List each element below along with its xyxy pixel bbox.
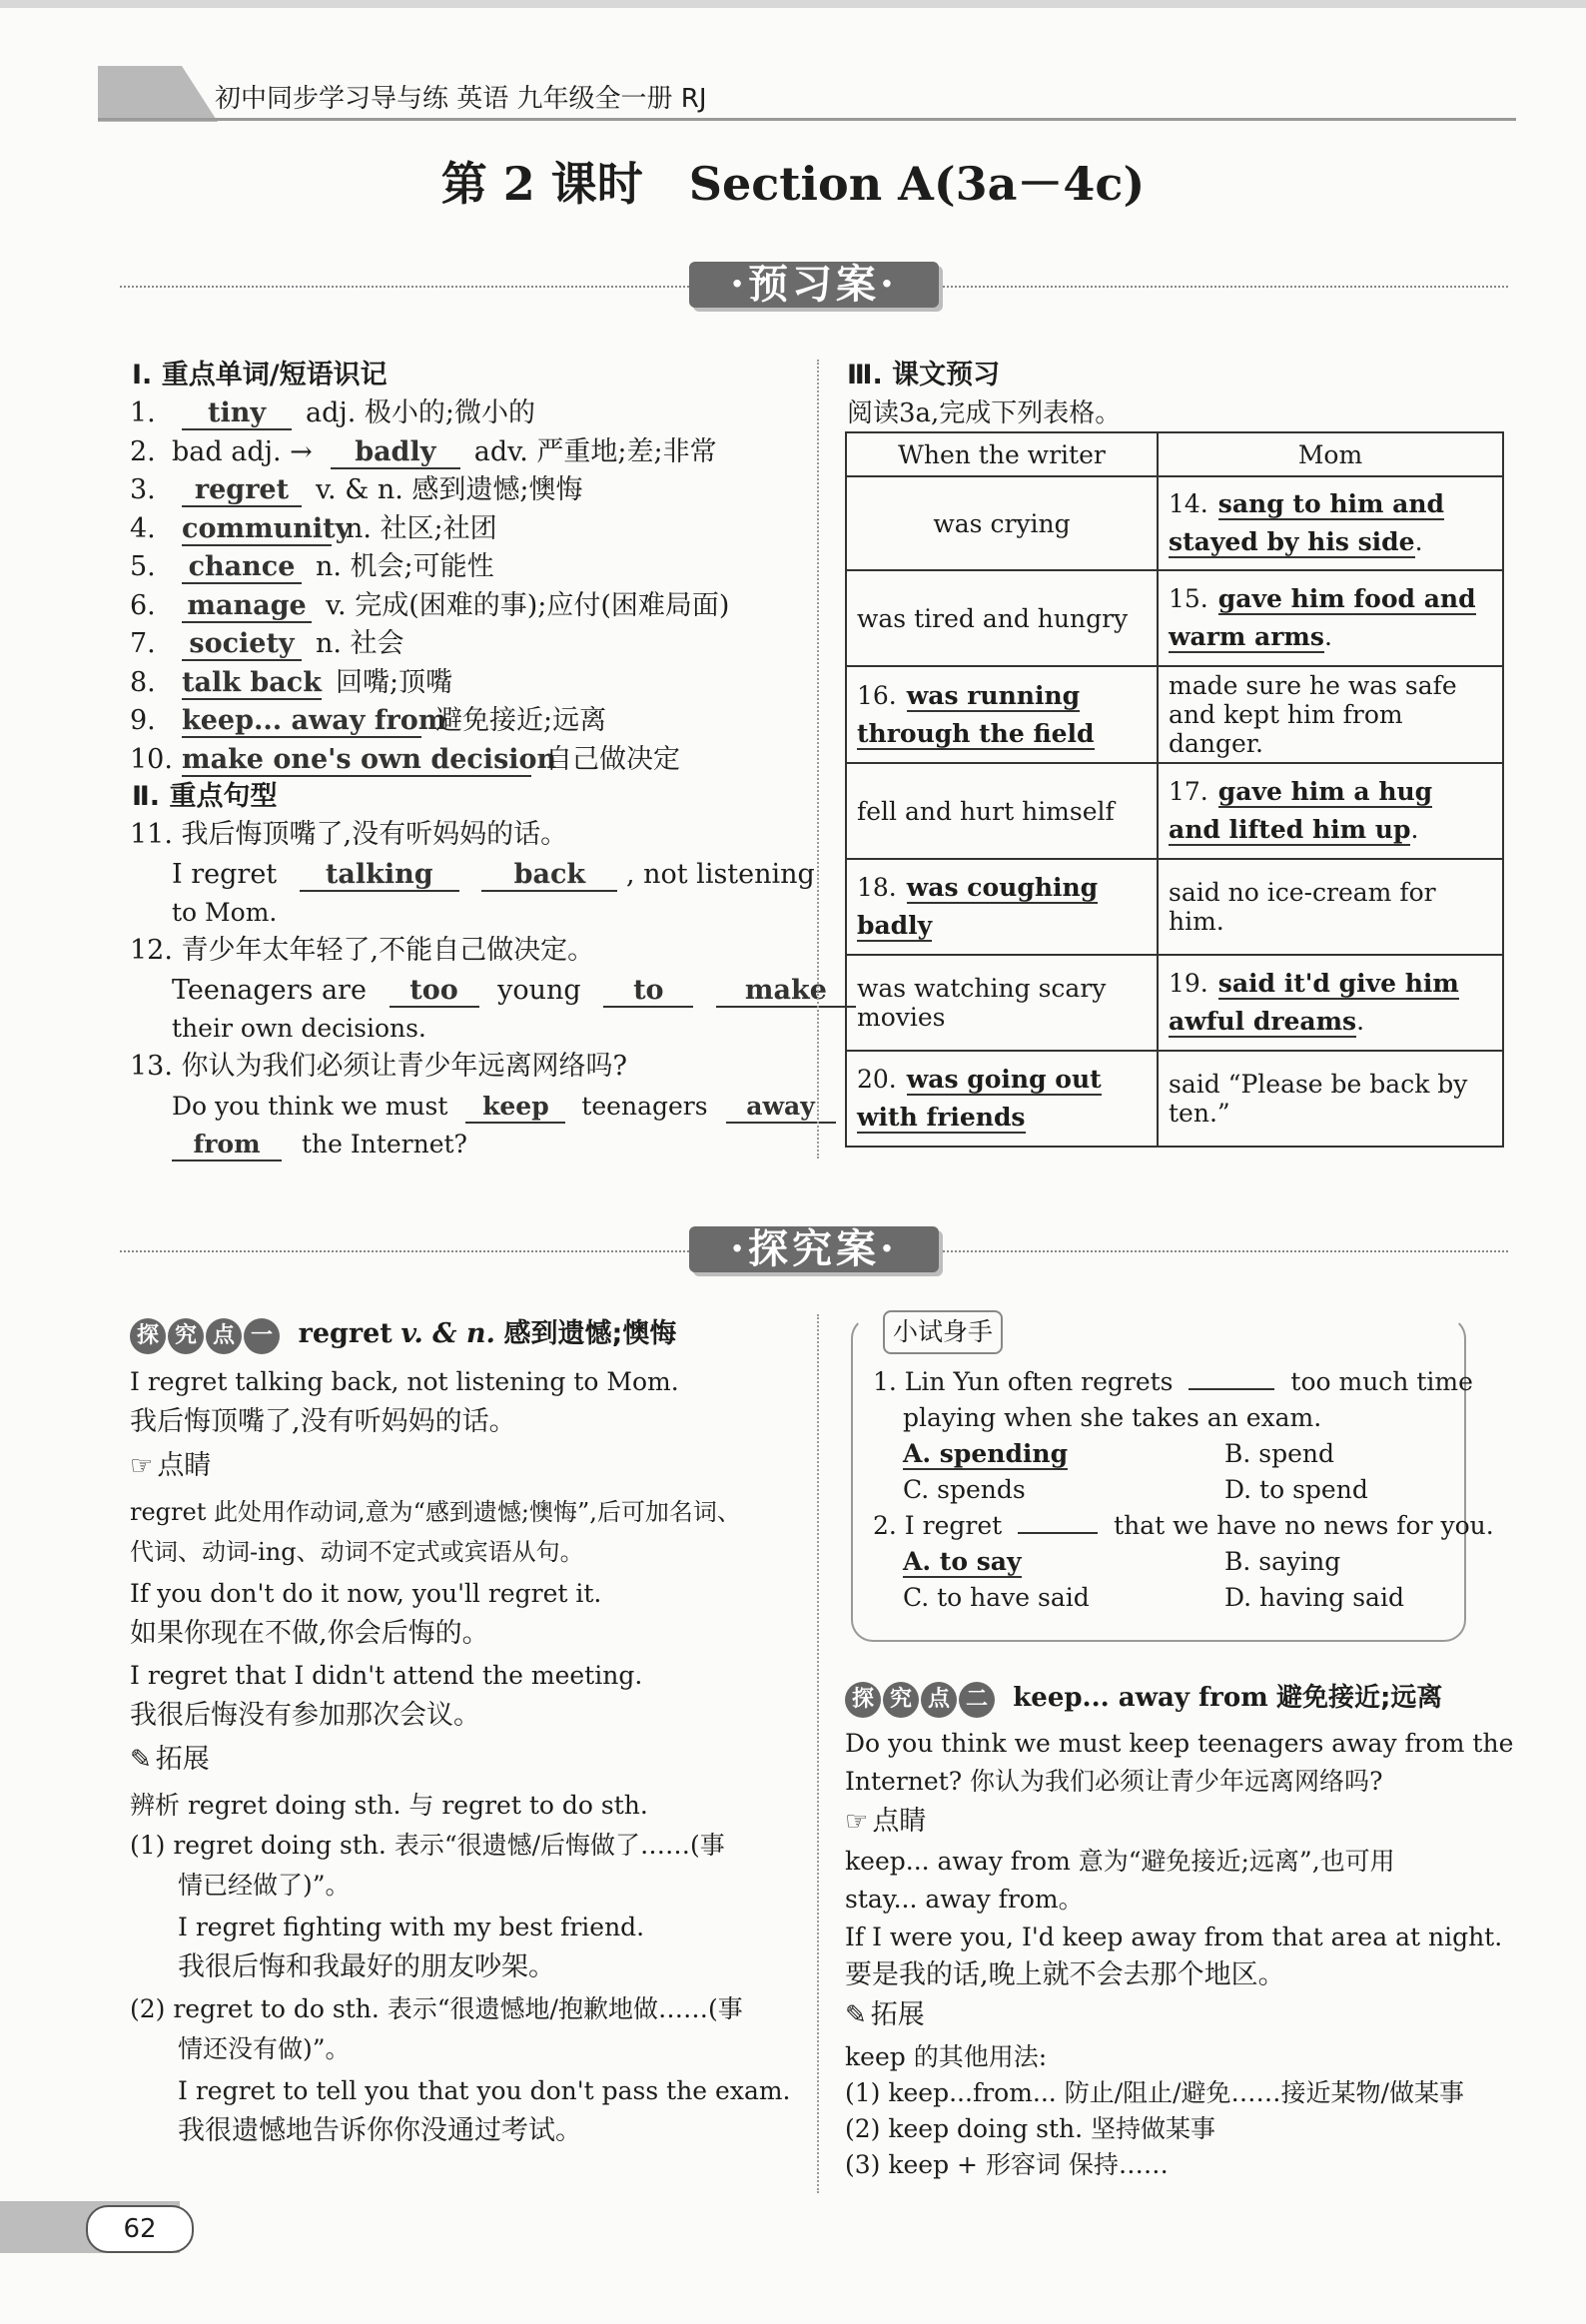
right-answer-cell [1158, 763, 1503, 859]
explore2-s1-cn: 要是我的话,晚上就不会去那个地区。 [845, 1959, 1285, 1990]
q13-mid: teenagers [581, 1092, 708, 1121]
try-q2-blank [1018, 1532, 1098, 1534]
table-row [846, 955, 1503, 1051]
part2-heading: Ⅱ. 重点句型 [132, 781, 278, 812]
book-title: 初中同步学习导与练 英语 九年级全一册 RJ [215, 84, 707, 114]
practice-label: 小试身手 [883, 1310, 1003, 1354]
explore2-tip1: keep... away from 意为“避免接近;远离”,也可用 [845, 1847, 1395, 1876]
explore2-cn: 避免接近;远离 [1276, 1683, 1443, 1713]
option-a-answer: A. to say [903, 1547, 1022, 1576]
left-cell: was watching scary movies [846, 955, 1158, 1051]
vocab-answer: badly [331, 437, 460, 469]
vocab-item [130, 703, 606, 739]
explore1-heading [130, 1316, 676, 1354]
q12-answer-1: too [390, 976, 479, 1008]
lesson-title: 第 2 课时 Section A(3a－4c) [440, 157, 1146, 211]
table-row [846, 763, 1503, 859]
q13-en [172, 1089, 836, 1125]
part3-heading: Ⅲ. 课文预习 [847, 360, 1001, 390]
try-q2-opt-d: D. having said [1224, 1583, 1404, 1612]
explore1-cn: 感到遗憾;懊悔 [503, 1318, 677, 1349]
row-answer: was running through the field [857, 680, 1095, 748]
explore2-s1-en: If I were you, I'd keep away from that area at night. [845, 1923, 1503, 1951]
explore1-e1-cn: 我很后悔和我最好的朋友吵架。 [178, 1951, 555, 1982]
explore1-ext-label [130, 1742, 210, 1778]
vocab-answer: community [182, 512, 352, 544]
text-preview-table [845, 431, 1504, 1148]
explore1-s1-en: If you don't do it now, you'll regret it. [130, 1579, 602, 1608]
vocab-number: 5. [130, 551, 156, 582]
q11-answer-1: talking [300, 860, 459, 892]
row-number: 17. [1169, 777, 1208, 806]
q11-post: , not listening [625, 859, 815, 890]
try-q2-stem2: that we have no news for you. [1114, 1511, 1494, 1540]
vocab-answer: tiny [182, 398, 292, 430]
ext-label: 拓展 [870, 1999, 925, 2030]
explore1-tip1: regret 此处用作动词,意为“感到遗憾;懊悔”,后可加名词、 [130, 1498, 741, 1526]
try-q2 [873, 1508, 1494, 1544]
explore-badge: ·探究案· [689, 1226, 939, 1272]
vocab-answer: make one's own decision [182, 743, 557, 775]
q11-pre: I regret [172, 859, 278, 890]
q11-cn: 11. 我后悔顶嘴了,没有听妈妈的话。 [130, 819, 568, 850]
row-answer: said it'd give him awful dreams [1169, 969, 1459, 1036]
badge-char: 二 [959, 1682, 995, 1718]
badge-char: 点 [921, 1682, 957, 1718]
left-cell: was tired and hungry [846, 570, 1158, 666]
row-answer: gave him food and warm arms [1169, 584, 1476, 651]
row-end: . [1323, 622, 1332, 651]
try-q2-opt-b: B. saying [1224, 1547, 1341, 1576]
explore2-ex-en2: Internet? 你认为我们必须让青少年远离网络吗? [845, 1767, 1383, 1796]
vocab-answer: society [182, 629, 302, 661]
header-rule [98, 118, 1516, 121]
vocab-answer: manage [182, 591, 312, 623]
explore1-tip2: 代词、动词-ing、动词不定式或宾语从句。 [130, 1538, 584, 1566]
vocab-item [130, 434, 717, 470]
q12-answer-3: make [716, 976, 856, 1008]
try-q1 [873, 1364, 1473, 1400]
q11-en [172, 857, 815, 893]
table-row [846, 859, 1503, 955]
col-header-writer: When the writer [846, 432, 1158, 476]
right-answer-cell [1158, 476, 1503, 570]
left-cell: was crying [846, 476, 1158, 570]
vocab-item [130, 511, 497, 547]
q13-answer-3: from [172, 1130, 282, 1162]
explore2-topic: keep... away from [1013, 1683, 1268, 1713]
q12-mid: young [497, 975, 581, 1006]
part1-heading: Ⅰ. 重点单词/短语识记 [132, 360, 388, 390]
explore1-e1a: (1) regret doing sth. 表示“很遗憾/后悔做了……(事 [130, 1831, 725, 1860]
vocab-item [130, 588, 729, 624]
column-divider-2 [817, 1314, 819, 2193]
row-number: 19. [1169, 969, 1208, 998]
vocab-prefix: bad adj. → [172, 435, 313, 467]
q12-en [172, 973, 856, 1009]
vocab-number: 9. [130, 705, 156, 736]
explore1-e2b: 情还没有做)”。 [178, 2034, 351, 2063]
try-q2-stem: 2. I regret [873, 1511, 1003, 1540]
vocab-meaning: 自己做决定 [545, 743, 680, 775]
explore2-ex-en1: Do you think we must keep teenagers away from the [845, 1729, 1514, 1758]
try-q1-stem2: too much time [1290, 1367, 1473, 1396]
tip-hand-icon: ☞ [130, 1451, 154, 1481]
explore2-u1: (1) keep...from... 防止/阻止/避免……接近某物/做某事 [845, 2078, 1464, 2107]
badge-char: 究 [883, 1682, 919, 1718]
row-answer: gave him a hug and lifted him up [1169, 777, 1433, 844]
q12-answer-2: to [603, 976, 693, 1008]
badge-char: 究 [168, 1318, 204, 1354]
try-q1-stem: 1. Lin Yun often regrets [873, 1367, 1174, 1396]
vocab-meaning: n. 机会;可能性 [316, 551, 494, 582]
vocab-item [130, 742, 680, 778]
preview-badge: ·预习案· [689, 262, 939, 308]
vocab-item [130, 549, 494, 585]
explore1-e2a: (2) regret to do sth. 表示“很遗憾地/抱歉地做……(事 [130, 1994, 743, 2023]
row-end: . [1414, 527, 1423, 556]
left-answer-cell [846, 666, 1158, 763]
try-q1-opt-d: D. to spend [1224, 1475, 1368, 1504]
row-end: . [1356, 1007, 1365, 1036]
q13-answer-2: away [726, 1092, 836, 1124]
ext-label: 拓展 [155, 1744, 210, 1775]
vocab-answer: keep... away from [182, 705, 447, 736]
try-q1-opt-a [903, 1436, 1068, 1472]
col-header-mom: Mom [1158, 432, 1503, 476]
vocab-number: 3. [130, 474, 156, 505]
row-number: 15. [1169, 584, 1208, 613]
page-number: 62 [86, 2205, 194, 2253]
explore1-s2-cn: 我很后悔没有参加那次会议。 [130, 1700, 480, 1731]
explore1-ext-intro: 辨析 regret doing sth. 与 regret to do sth. [130, 1791, 648, 1820]
table-row [846, 666, 1503, 763]
vocab-meaning: n. 社会 [316, 628, 404, 659]
q12-cn: 12. 青少年太年轻了,不能自己做决定。 [130, 935, 595, 966]
part3-instruction: 阅读3a,完成下列表格。 [847, 398, 1122, 428]
vocab-meaning: v. & n. 感到遗憾;懊悔 [316, 474, 583, 505]
table-row [846, 1051, 1503, 1147]
explore1-s2-en: I regret that I didn't attend the meeting. [130, 1661, 643, 1690]
right-cell: said “Please be back by ten.” [1158, 1051, 1503, 1147]
badge-char: 探 [130, 1318, 166, 1354]
left-answer-cell [846, 1051, 1158, 1147]
vocab-meaning: 避免接近;远离 [435, 705, 607, 736]
tip-label: 点睛 [157, 1450, 212, 1481]
vocab-number: 10. [130, 743, 173, 775]
q13-line2 [172, 1127, 467, 1162]
row-end: . [1410, 815, 1419, 844]
q11-answer-2: back [481, 860, 617, 892]
row-answer: sang to him and stayed by his side [1169, 489, 1445, 556]
right-cell: said no ice-cream for him. [1158, 859, 1503, 955]
q13-answer-1: keep [465, 1092, 565, 1124]
vocab-item [130, 665, 452, 701]
pencil-note-icon: ✎ [130, 1745, 152, 1775]
left-answer-cell [846, 859, 1158, 955]
vocab-number: 2. [130, 435, 156, 467]
explore2-ext-label [845, 1997, 925, 2033]
q12-post2: their own decisions. [172, 1014, 426, 1043]
table-row [846, 570, 1503, 666]
vocab-item [130, 626, 404, 662]
vocab-item [130, 472, 582, 508]
right-answer-cell [1158, 570, 1503, 666]
explore1-tip-label [130, 1448, 211, 1484]
right-answer-cell [1158, 955, 1503, 1051]
option-a-answer: A. spending [903, 1439, 1069, 1468]
badge-char: 探 [845, 1682, 881, 1718]
vocab-meaning: adv. 严重地;差;非常 [473, 435, 717, 467]
row-number: 20. [857, 1065, 897, 1094]
explore1-topic: regret [298, 1318, 393, 1349]
explore1-s1-cn: 如果你现在不做,你会后悔的。 [130, 1618, 489, 1649]
vocab-meaning: 回嘴;顶嘴 [336, 666, 453, 698]
q13-cn: 13. 你认为我们必须让青少年远离网络吗? [130, 1051, 627, 1082]
left-cell: fell and hurt himself [846, 763, 1158, 859]
vocab-number: 6. [130, 589, 156, 621]
explore1-e1b: 情已经做了)”。 [178, 1871, 351, 1900]
vocab-meaning: adj. 极小的;微小的 [306, 397, 536, 428]
explore1-ex-en: I regret talking back, not listening to Mom. [130, 1367, 679, 1396]
vocab-answer: talk back [182, 666, 322, 698]
row-answer: was coughing badly [857, 873, 1099, 940]
try-q1-line2: playing when she takes an exam. [903, 1403, 1322, 1432]
try-q1-opt-b: B. spend [1224, 1439, 1334, 1468]
explore1-e2-en: I regret to tell you that you don't pass the exam. [178, 2076, 791, 2105]
table-row [846, 476, 1503, 570]
q13-pre: Do you think we must [172, 1092, 448, 1121]
badge-char: 点 [206, 1318, 242, 1354]
row-answer: was going out with friends [857, 1065, 1102, 1132]
try-q2-opt-c: C. to have said [903, 1583, 1090, 1612]
vocab-meaning: n. 社区;社团 [346, 512, 497, 544]
explore1-e1-en: I regret fighting with my best friend. [178, 1913, 645, 1941]
explore2-ext-intro: keep 的其他用法: [845, 2042, 1048, 2071]
vocab-number: 8. [130, 666, 156, 698]
vocab-item [130, 395, 535, 431]
table-header-row [846, 432, 1503, 476]
explore2-tip-label [845, 1804, 926, 1840]
vocab-number: 4. [130, 512, 156, 544]
q13-post2: the Internet? [301, 1130, 467, 1159]
vocab-number: 7. [130, 628, 156, 659]
vocab-meaning: v. 完成(困难的事);应付(困难局面) [326, 589, 730, 621]
try-q1-blank [1189, 1388, 1274, 1390]
row-number: 16. [857, 680, 897, 710]
tip-hand-icon: ☞ [845, 1807, 869, 1837]
q12-pre: Teenagers are [172, 975, 367, 1006]
row-number: 14. [1169, 489, 1208, 518]
badge-char: 一 [244, 1318, 280, 1354]
pencil-note-icon: ✎ [845, 2000, 867, 2030]
vocab-number: 1. [130, 397, 156, 428]
try-q2-opt-a [903, 1544, 1022, 1580]
right-cell: made sure he was safe and kept him from danger. [1158, 666, 1503, 763]
explore1-pos: v. & n. [400, 1318, 495, 1349]
vocab-answer: regret [182, 475, 302, 507]
tip-label: 点睛 [872, 1806, 927, 1837]
explore2-u2: (2) keep doing sth. 坚持做某事 [845, 2114, 1216, 2143]
q11-post2: to Mom. [172, 898, 278, 927]
explore1-ex-cn: 我后悔顶嘴了,没有听妈妈的话。 [130, 1406, 516, 1437]
explore2-heading [845, 1680, 1442, 1718]
explore1-e2-cn: 我很遗憾地告诉你你没通过考试。 [178, 2115, 582, 2146]
vocab-answer: chance [182, 552, 302, 584]
top-band [0, 0, 1586, 8]
try-q1-opt-c: C. spends [903, 1475, 1026, 1504]
header-tab [98, 66, 218, 122]
row-number: 18. [857, 873, 897, 902]
explore2-u3: (3) keep + 形容词 保持…… [845, 2150, 1169, 2179]
explore2-tip2: stay... away from。 [845, 1885, 1084, 1914]
column-divider [817, 360, 819, 1159]
